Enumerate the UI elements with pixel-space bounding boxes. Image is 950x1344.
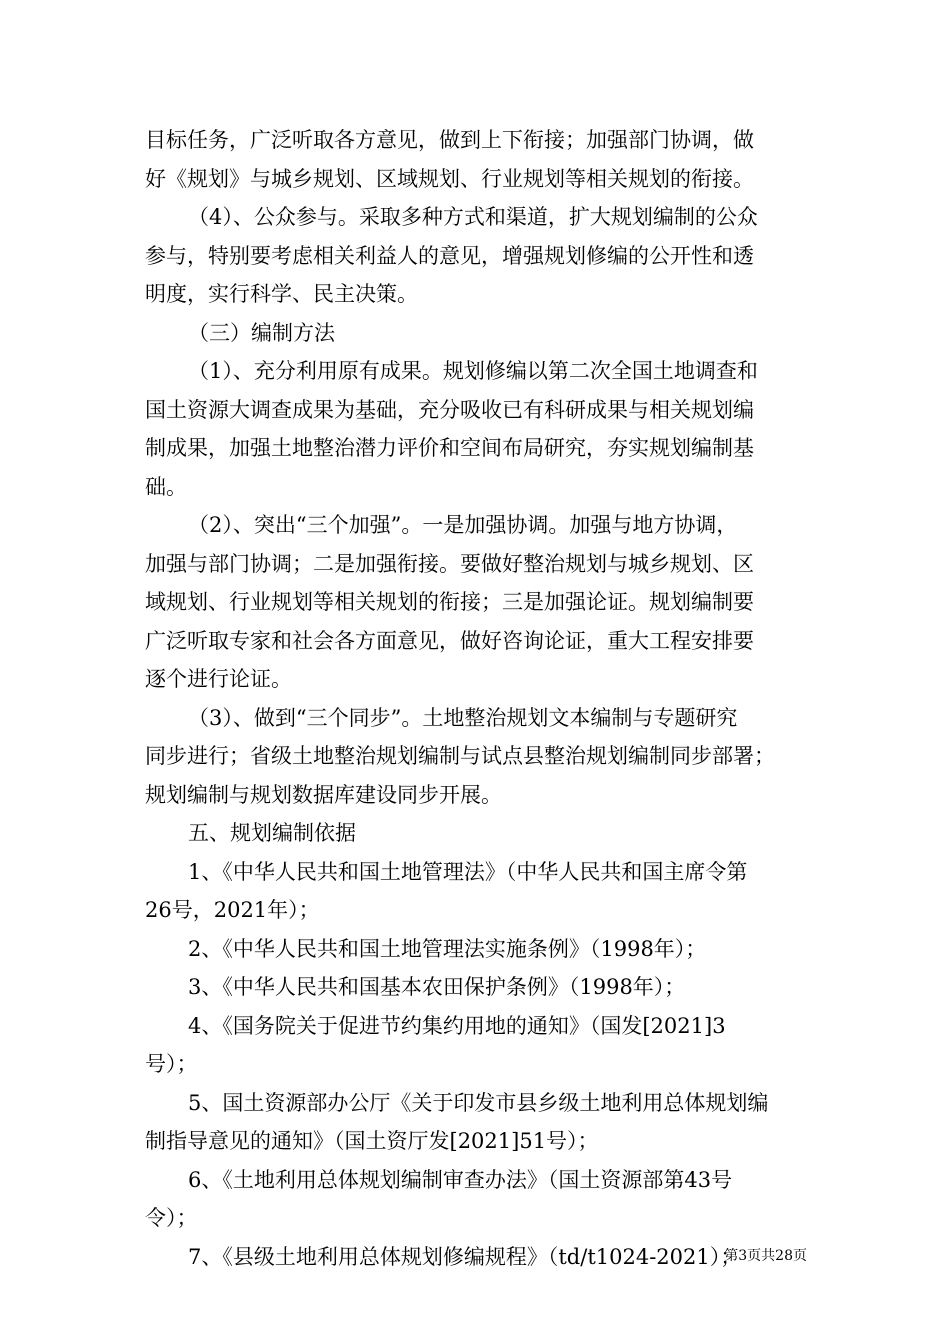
text-line: 制成果，加强土地整治潜力评价和空间布局研究，夯实规划编制基: [145, 436, 754, 460]
text-line: 域规划、行业规划等相关规划的衔接；三是加强论证。规划编制要: [145, 590, 754, 614]
list-item: 1、《中华人民共和国土地管理法》（中华人民共和国主席令第: [188, 859, 748, 884]
section-heading: （三）编制方法: [188, 320, 335, 345]
section-heading: 五、规划编制依据: [188, 821, 356, 845]
text-line: 础。: [145, 474, 187, 499]
text-line: （1）、充分利用原有成果。规划修编以第二次全国土地调查和: [188, 359, 758, 383]
text-line: （2）、突出“三个加强”。一是加强协调。加强与地方协调，: [188, 513, 738, 537]
text-line: 参与，特别要考虑相关利益人的意见，增强规划修编的公开性和透: [145, 243, 754, 268]
list-item: 5、国土资源部办公厅《关于印发市县乡级土地利用总体规划编: [188, 1090, 769, 1115]
text-line: 目标任务，广泛听取各方意见，做到上下衔接；加强部门协调，做: [145, 128, 754, 152]
list-item: 3、《中华人民共和国基本农田保护条例》（1998年）；: [188, 975, 686, 999]
text-line: 加强与部门协调；二是加强衔接。要做好整治规划与城乡规划、区: [145, 551, 754, 576]
page-number: 第3页共28页: [724, 1248, 807, 1264]
text-line: 规划编制与规划数据库建设同步开展。: [145, 782, 502, 807]
list-item: 4、《国务院关于促进节约集约用地的通知》（国发[2021]3: [188, 1013, 726, 1038]
text-line: （3）、做到“三个同步”。土地整治规划文本编制与专题研究: [188, 705, 738, 730]
text-line: 同步进行；省级土地整治规划编制与试点县整治规划编制同步部署；: [145, 744, 775, 768]
list-item: 2、《中华人民共和国土地管理法实施条例》（1998年）；: [188, 936, 707, 961]
text-line: 国土资源大调查成果为基础，充分吸收已有科研成果与相关规划编: [145, 397, 754, 422]
text-line: 广泛听取专家和社会各方面意见，做好咨询论证，重大工程安排要: [145, 628, 754, 653]
list-item-continuation: 令）；: [145, 1206, 198, 1230]
text-line: 逐个进行论证。: [145, 667, 292, 691]
text-line: 明度，实行科学、民主决策。: [145, 282, 418, 306]
list-item-continuation: 号）；: [145, 1052, 198, 1076]
text-line: 好《规划》与城乡规划、区域规划、行业规划等相关规划的衔接。: [145, 166, 754, 191]
list-item: 6、《土地利用总体规划编制审查办法》（国土资源部第43号: [188, 1167, 733, 1192]
document-body: [145, 121, 820, 1276]
list-item-continuation: 制指导意见的通知》（国土资厅发[2021]51号）；: [145, 1129, 599, 1153]
text-line: （4）、公众参与。采取多种方式和渠道，扩大规划编制的公众: [188, 205, 758, 229]
list-item-continuation: 26号，2021年）；: [145, 898, 320, 922]
list-item: 7、《县级土地利用总体规划修编规程》（td/t1024-2021）；: [188, 1244, 742, 1269]
